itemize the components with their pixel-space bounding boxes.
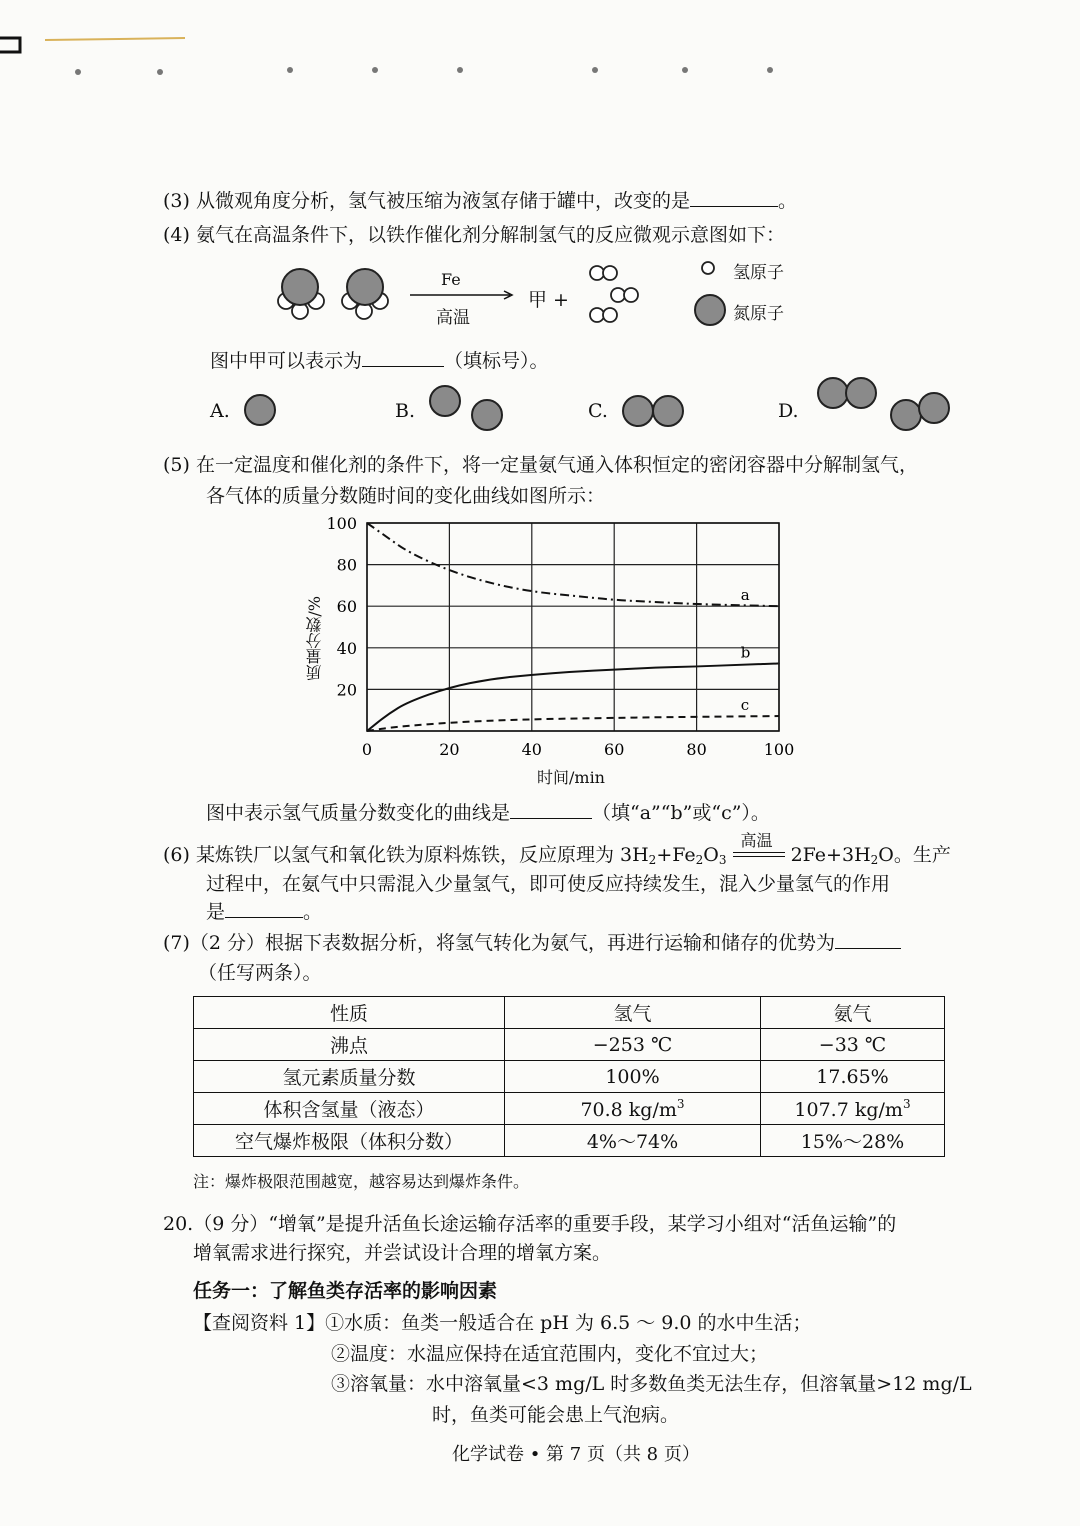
curve-label-c: c xyxy=(740,696,750,715)
scan-marks xyxy=(0,0,1080,90)
reference-1: 【查阅资料 1】①水质：鱼类一般适合在 pH 为 6.5 ～ 9.0 的水中生活； xyxy=(193,1312,812,1334)
x-tick-label: 40 xyxy=(521,740,542,759)
x-tick-label: 80 xyxy=(686,740,707,759)
y-tick-label: 100 xyxy=(326,514,357,533)
y-tick-label: 20 xyxy=(336,680,357,700)
question-3: (3) 从微观角度分析，氢气被压缩为液氢存储于罐中，改变的是 。 xyxy=(163,190,797,212)
question-5: (5) 在一定温度和催化剂的条件下，将一定量氨气通入体积恒定的密闭容器中分解制氢气， xyxy=(163,454,918,476)
x-tick-label: 60 xyxy=(604,740,625,759)
curve-c xyxy=(367,716,779,731)
table-note: 注：爆炸极限范围越宽，越容易达到爆炸条件。 xyxy=(193,1172,530,1191)
answer-blank-4[interactable] xyxy=(362,348,444,367)
option-d-icon xyxy=(818,378,949,430)
curve-label-a: a xyxy=(740,586,750,605)
ammonia-molecule-icon xyxy=(278,269,324,319)
chart-xlabel: 时间/min xyxy=(537,768,605,787)
option-b-label[interactable]: B. xyxy=(395,400,416,422)
question-7: (7)（2 分）根据下表数据分析，将氢气转化为氨气，再进行运输和储存的优势为 xyxy=(163,928,901,955)
x-tick-label: 0 xyxy=(361,740,373,759)
answer-blank-5[interactable] xyxy=(510,800,592,819)
nitrogen-atom-legend-icon xyxy=(695,295,725,325)
question-6: (6) 某炼铁厂以氢气和氧化铁为原料炼铁，反应原理为 $3H_2+Fe_2O_3$ 高温 $2Fe+3H_2O$。生产 xyxy=(163,831,951,867)
mass-fraction-chart xyxy=(295,505,815,795)
reaction-diagram xyxy=(260,255,980,335)
option-a-icon xyxy=(245,395,275,425)
option-c-icon xyxy=(623,396,683,426)
x-tick-label: 100 xyxy=(763,740,795,759)
hydrogen-atom-legend-icon xyxy=(702,262,714,274)
table-row: 空气爆炸极限（体积分数） 4%～74% 15%～28% xyxy=(194,1125,945,1157)
y-tick-label: 60 xyxy=(336,597,357,617)
option-a-label[interactable]: A. xyxy=(210,400,230,422)
option-b-icon xyxy=(430,386,502,430)
hydrogen-molecule-icon xyxy=(590,308,617,322)
chart-ylabel: 质量分数/% xyxy=(305,596,324,681)
question-20: 20.（9 分）“增氧”是提升活鱼长途运输存活率的重要手段，某学习小组对“活鱼运输”的 xyxy=(163,1213,897,1235)
table-row: 氢元素质量分数 100% 17.65% xyxy=(194,1061,945,1093)
options-diagram xyxy=(230,370,970,440)
y-tick-label: 80 xyxy=(336,555,357,575)
question-6-blank-line: 是 。 xyxy=(206,901,323,923)
curve-b xyxy=(367,663,779,731)
option-d-label[interactable]: D. xyxy=(778,400,799,422)
table-header-row: 性质 氢气 氨气 xyxy=(194,997,945,1029)
plot-frame xyxy=(367,523,779,731)
question-5-prompt: 图中表示氢气质量分数变化的曲线是 （填“a”“b”或“c”）。 xyxy=(206,802,770,824)
task-1-title: 任务一：了解鱼类存活率的影响因素 xyxy=(193,1280,498,1302)
answer-blank-6[interactable] xyxy=(225,899,303,918)
question-4: (4) 氨气在高温条件下，以铁作催化剂分解制氢气的反应微观示意图如下： xyxy=(163,224,785,246)
hydrogen-molecule-icon xyxy=(611,288,638,302)
option-c-label[interactable]: C. xyxy=(588,400,608,422)
answer-blank-3[interactable] xyxy=(690,188,778,207)
page-footer: 化学试卷 • 第 7 页（共 8 页） xyxy=(452,1444,700,1465)
curve-label-b: b xyxy=(740,643,751,662)
answer-blank-7[interactable] xyxy=(835,930,901,949)
ammonia-molecule-icon xyxy=(342,269,388,319)
properties-table xyxy=(193,996,945,1157)
x-tick-label: 20 xyxy=(439,740,460,759)
table-row: 体积含氢量（液态） 70.8 $kg/m^3$ 107.7 $kg/m^3$ xyxy=(194,1093,945,1125)
hydrogen-molecule-icon xyxy=(590,266,617,280)
table-row: 沸点 −253 ℃ −33 ℃ xyxy=(194,1029,945,1061)
y-tick-label: 40 xyxy=(336,638,357,658)
question-4-prompt: 图中甲可以表示为 （填标号）。 xyxy=(210,350,549,372)
